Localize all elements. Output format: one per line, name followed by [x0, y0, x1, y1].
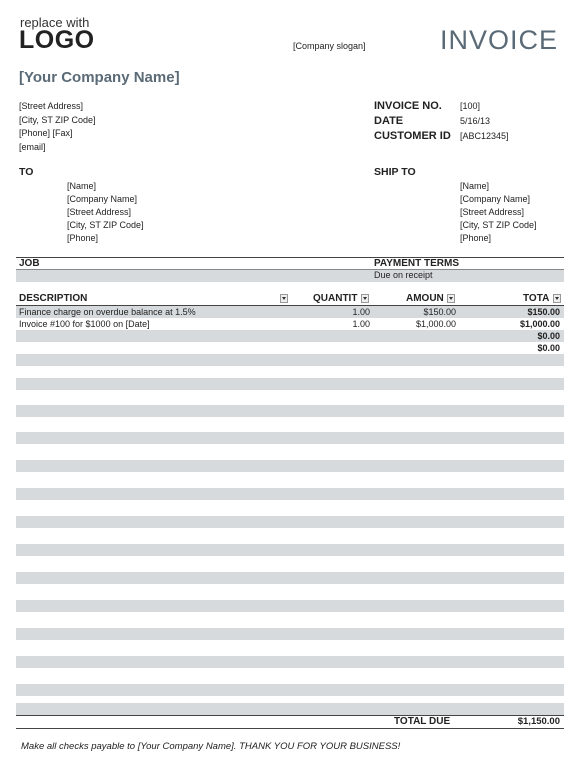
cell-amount: $150.00 [423, 307, 456, 317]
date-label: DATE [374, 115, 404, 127]
cell-total: $0.00 [537, 331, 560, 341]
to-line: [Company Name] [67, 194, 138, 204]
to-line: [Street Address] [67, 207, 132, 217]
empty-row[interactable] [16, 378, 564, 390]
empty-row[interactable] [16, 656, 564, 668]
address-line: [Phone] [Fax] [19, 128, 73, 139]
customer-id-value: [ABC12345] [460, 131, 509, 141]
invoice-no-value: [100] [460, 101, 481, 111]
empty-row[interactable] [16, 516, 564, 528]
empty-row[interactable] [16, 405, 564, 417]
empty-row[interactable] [16, 572, 564, 584]
ship-to-label: SHIP TO [374, 166, 416, 178]
date-value: 5/16/13 [460, 116, 491, 126]
col-header-description: DESCRIPTION [19, 293, 88, 304]
empty-row[interactable] [16, 544, 564, 556]
col-header-amount: AMOUN [406, 293, 444, 304]
logo: LOGO [19, 26, 95, 54]
ship-to-line: [Company Name] [460, 194, 531, 204]
invoice-title: INVOICE [439, 25, 558, 55]
payment-terms-value: Due on receipt [374, 270, 433, 280]
cell-quantity: 1.00 [352, 319, 370, 329]
divider [16, 715, 564, 716]
empty-row[interactable] [16, 600, 564, 612]
address-line: [email] [19, 142, 46, 153]
empty-row[interactable] [16, 432, 564, 444]
job-row [16, 270, 564, 282]
cell-total: $1,000.00 [519, 319, 560, 329]
job-label: JOB [19, 258, 40, 269]
ship-to-line: [City, ST ZIP Code] [460, 220, 537, 230]
address-line: [City, ST ZIP Code] [19, 114, 96, 125]
total-due-label: TOTAL DUE [394, 716, 451, 727]
table-row[interactable] [16, 342, 564, 354]
cell-total: $0.00 [537, 343, 560, 353]
company-address [19, 100, 96, 155]
to-label: TO [19, 166, 34, 178]
invoice-no-label: INVOICE NO. [374, 100, 442, 112]
empty-row[interactable] [16, 684, 564, 696]
col-header-quantity: QUANTIT [313, 293, 358, 304]
company-slogan: [Company slogan] [293, 41, 366, 51]
payment-terms-label: PAYMENT TERMS [374, 258, 460, 269]
cell-description: Invoice #100 for $1000 on [Date] [19, 319, 150, 329]
empty-row[interactable] [16, 488, 564, 500]
cell-amount: $1,000.00 [415, 319, 456, 329]
filter-dropdown-amount[interactable] [447, 294, 455, 303]
col-header-total: TOTA [523, 293, 550, 304]
ship-to-line: [Street Address] [460, 207, 525, 217]
to-line: [City, ST ZIP Code] [67, 220, 144, 230]
company-name: [Your Company Name] [19, 69, 180, 86]
table-row[interactable] [16, 330, 564, 342]
ship-to-block [460, 180, 537, 245]
to-block [67, 180, 144, 245]
empty-row[interactable] [16, 460, 564, 472]
footer-note: Make all checks payable to [Your Company Name]. THANK YOU FOR YOUR BUSINESS! [21, 741, 401, 752]
invoice-meta [374, 99, 509, 144]
cell-quantity: 1.00 [352, 307, 370, 317]
empty-row[interactable] [16, 703, 564, 715]
cell-total: $150.00 [527, 307, 560, 317]
filter-dropdown-quantity[interactable] [361, 294, 369, 303]
customer-id-label: CUSTOMER ID [374, 130, 451, 142]
filter-dropdown-total[interactable] [553, 294, 561, 303]
address-line: [Street Address] [19, 101, 84, 111]
logo-caption: replace with [20, 15, 90, 30]
cell-description: Finance charge on overdue balance at 1.5% [19, 307, 196, 317]
table-row[interactable] [16, 318, 564, 330]
filter-dropdown-description[interactable] [280, 294, 288, 303]
empty-row[interactable] [16, 628, 564, 640]
divider [16, 257, 564, 258]
ship-to-line: [Name] [460, 181, 490, 191]
empty-row[interactable] [16, 354, 564, 366]
to-line: [Name] [67, 181, 97, 191]
ship-to-line: [Phone] [460, 233, 492, 243]
total-due-value: $1,150.00 [517, 716, 560, 727]
to-line: [Phone] [67, 233, 99, 243]
table-row[interactable] [16, 306, 564, 318]
divider [16, 728, 564, 729]
